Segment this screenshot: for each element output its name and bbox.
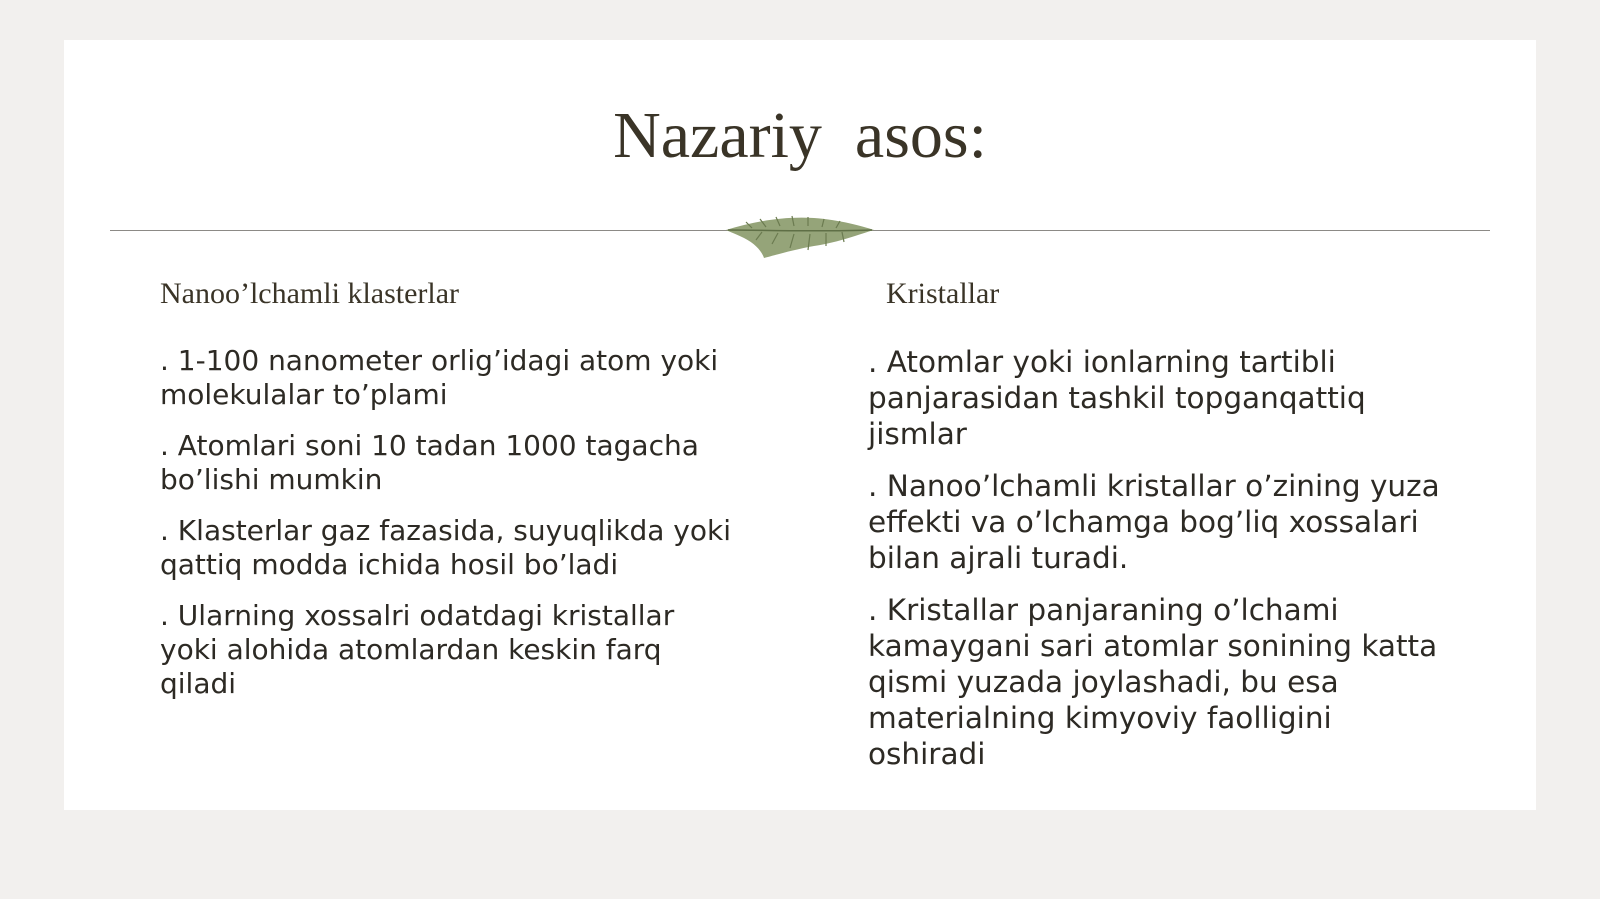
list-item: . Nanoo’lchamli kristallar o’zining yuza effekti va o’lchamga bog’liq xossalari bilan ajrali turadi. [868, 469, 1440, 575]
list-item: . Atomlari soni 10 tadan 1000 tagacha bo’lishi mumkin [160, 429, 699, 496]
list-item: . 1-100 nanometer orlig’idagi atom yoki molekulalar to’plami [160, 344, 719, 411]
list-item: . Kristallar panjaraning o’lchami kamaygani sari atomlar sonining katta qismi yuzada joylashadi, bu esa materialning kimyoviy faolligini oshiradi [868, 593, 1438, 771]
clusters-list [160, 344, 740, 718]
page-title: Nazariy asos: [613, 99, 987, 172]
column-heading-crystals: Kristallar [886, 277, 1000, 310]
column-heading-clusters: Nanoo’lchamli klasterlar [160, 277, 460, 310]
list-item: . Atomlar yoki ionlarning tartibli panjarasidan tashkil topganqattiq jismlar [868, 345, 1366, 451]
crystals-list [868, 344, 1448, 788]
leaf-ornament-icon [722, 212, 878, 260]
list-item: . Klasterlar gaz fazasida, suyuqlikda yoki qattiq modda ichida hosil bo’ladi [160, 514, 731, 581]
list-item: . Ularning xossalri odatdagi kristallar yoki alohida atomlardan keskin farq qiladi [160, 599, 675, 700]
